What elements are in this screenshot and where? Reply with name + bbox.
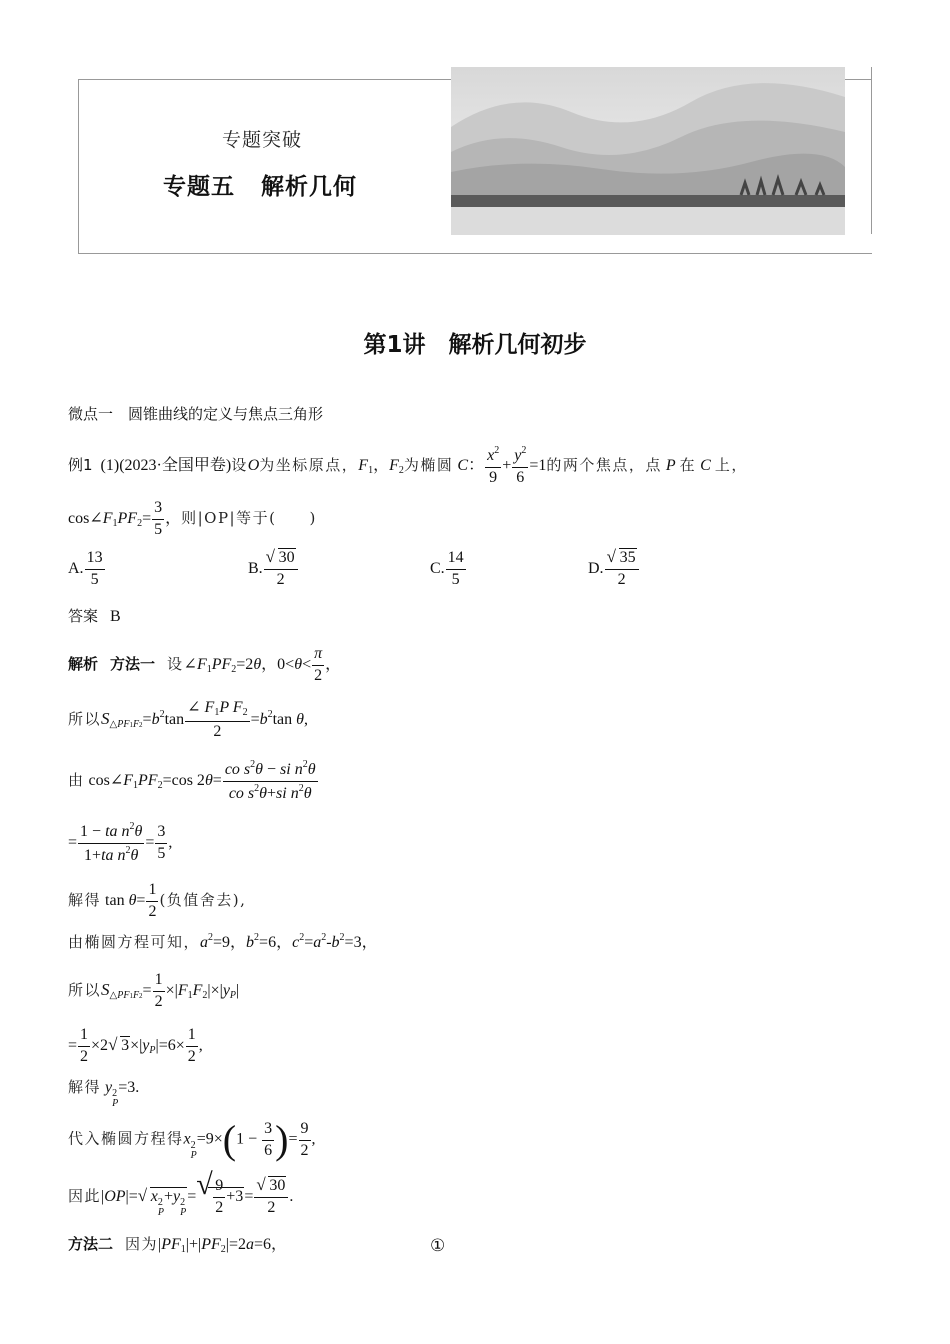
banner-title-part2: 解析几何	[261, 174, 357, 200]
fraction: $\frac{y^2}{6}$	[514, 445, 527, 486]
solution-line-2: 所以$S_{\triangle PF1F2}=b^2\tan$ $\frac{\angle F_1P F_2}{2}$ $=b^2\tan$ θ,	[68, 699, 309, 740]
solution-line-3: 由 $\cos\angle F_1PF_2=\cos$ 2θ= $\frac{co s^2\theta - si n^2\theta}{co s^2\theta+si n^2\theta}$	[68, 759, 316, 802]
fraction: $\frac{3}{5}$	[154, 499, 163, 538]
answer-label: 答案	[68, 607, 99, 625]
option-c[interactable]: C. $\frac{14}{5}$	[430, 549, 464, 588]
solution-line-4: = $\frac{1 - ta n^2\theta}{1+ta n^2\theta}$ = $\frac{3}{5}$ ,	[68, 821, 173, 864]
option-a[interactable]: A. $\frac{13}{5}$	[68, 549, 103, 588]
solution-line-9: 解得 y 2 P =3.	[68, 1078, 140, 1109]
solution-line-11: 因此|OP|= √ x 2 P +y 2 P = √ $\frac{9}{2}$ +3= √ 30 2 .	[68, 1168, 294, 1218]
answer-line	[68, 609, 121, 625]
solution-line-7: 所以$S_{\triangle PF1F2}=$ $\frac{1}{2}$ $\times|F_1F_2|\times|y_P|$	[68, 971, 240, 1010]
banner-subtitle: 专题突破	[222, 129, 303, 151]
option-d[interactable]: D. √ 35 2	[588, 550, 640, 589]
example-question: 则|OP|等于( )	[181, 508, 317, 527]
banner-title-part1: 专题五	[163, 174, 235, 200]
fraction: $\frac{x^2}{9}$	[487, 445, 500, 486]
example-line-2: $\cos\angle F_1PF_2=$ $\frac{3}{5}$ ，则|OP|等于( )	[68, 499, 317, 538]
example-label: 例1	[68, 455, 93, 474]
banner-title	[163, 168, 357, 201]
section-title: 微点一 圆锥曲线的定义与焦点三角形	[68, 405, 324, 423]
solution-line-10: 代入椭圆方程得x 2 P =9×(1 − $\frac{3}{6}$ )= $\frac{9}{2}$ ,	[68, 1117, 316, 1162]
solution-method-2: 方法二 因为$|PF_1|+|PF_2|=2a=6$，	[68, 1235, 288, 1255]
solution-line-6: 由椭圆方程可知，$a^2=9$，$b^2=6$，$c^2=a^2-b^2=3$，	[68, 932, 378, 951]
solution-line-1: 解析 方法一 设$\angle F_1PF_2=2\theta$，0<θ< $\frac{\pi}{2}$ ，	[68, 645, 342, 684]
answer-value: B	[110, 608, 121, 625]
lecture-title: 第1讲 解析几何初步	[363, 332, 587, 358]
equation-marker: ①	[430, 1236, 446, 1255]
example-line-1: 例1 (1)(2023·全国甲卷)设O为坐标原点，$F_1$，$F_2$为椭圆 C： $\frac{x^2}{9}$ + $\frac{y^2}{6}$ =1的两个焦点，点 P 在 C 上，	[68, 445, 748, 486]
example-source: (1)(2023·全国甲卷)	[100, 456, 232, 474]
option-b[interactable]: B. √ 30 2	[248, 550, 299, 589]
banner-rule	[871, 67, 872, 234]
landscape-image	[451, 67, 845, 235]
solution-line-8: = $\frac{1}{2}$ ×2 √ $3\times|y_P|=6\times$ $\frac{1}{2}$ ,	[68, 1026, 203, 1065]
solution-line-5: 解得 tan θ= $\frac{1}{2}$ (负值舍去),	[68, 881, 247, 920]
